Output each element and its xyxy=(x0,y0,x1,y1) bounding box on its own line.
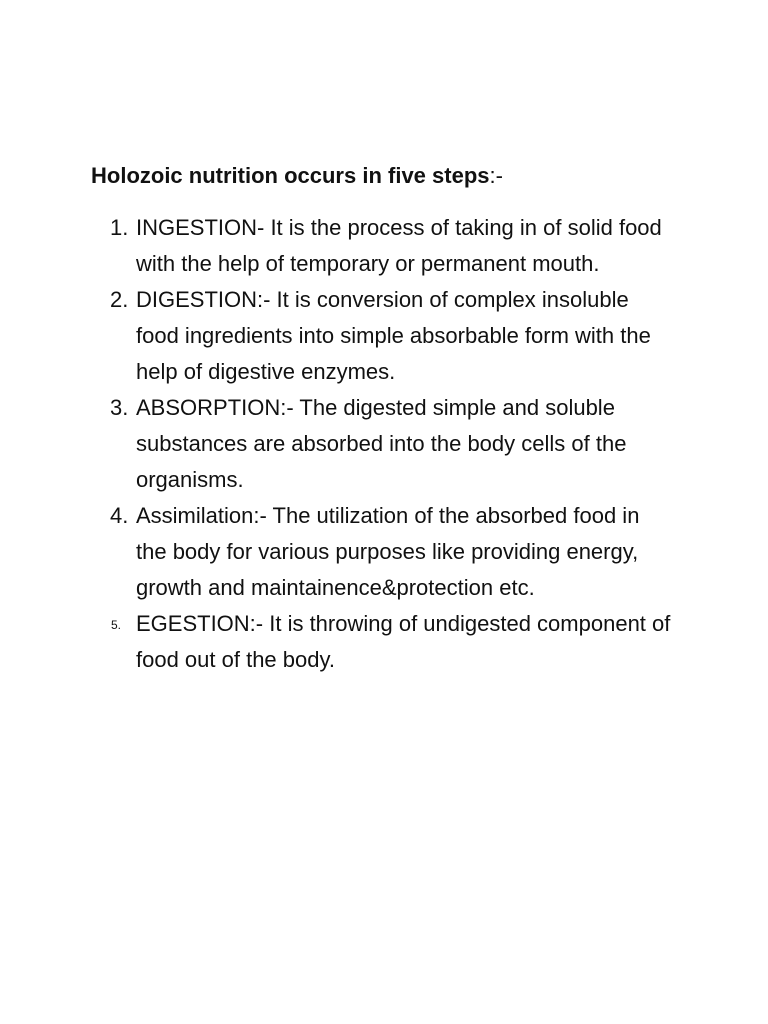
list-item xyxy=(0,282,768,390)
list-item-text: EGESTION:- It is throwing of undigested component of food out of the body. xyxy=(136,611,671,672)
heading-title: Holozoic nutrition occurs in five steps xyxy=(91,163,490,188)
list-item-text: INGESTION- It is the process of taking in of solid food with the help of temporary or permanent mouth. xyxy=(136,215,662,276)
heading-suffix: :- xyxy=(489,163,503,188)
list-item-number: 1. xyxy=(110,215,129,240)
steps-list xyxy=(0,210,768,678)
list-item xyxy=(0,210,768,282)
page-heading xyxy=(91,160,503,192)
list-item xyxy=(0,606,768,678)
list-item xyxy=(0,498,768,606)
list-item xyxy=(0,390,768,498)
list-item-text: DIGESTION:- It is conversion of complex insoluble food ingredients into simple absorbable form with the help of digestive enzymes. xyxy=(136,287,651,384)
list-item-text: Assimilation:- The utilization of the absorbed food in the body for various purposes like providing energy, growth and maintainence&protection etc. xyxy=(136,503,640,600)
list-item-number: 3. xyxy=(110,395,129,420)
list-item-number: 5. xyxy=(111,618,122,632)
list-item-number: 2. xyxy=(110,287,129,312)
list-item-text: ABSORPTION:- The digested simple and soluble substances are absorbed into the body cells of the organisms. xyxy=(136,395,627,492)
list-item-number: 4. xyxy=(110,503,129,528)
